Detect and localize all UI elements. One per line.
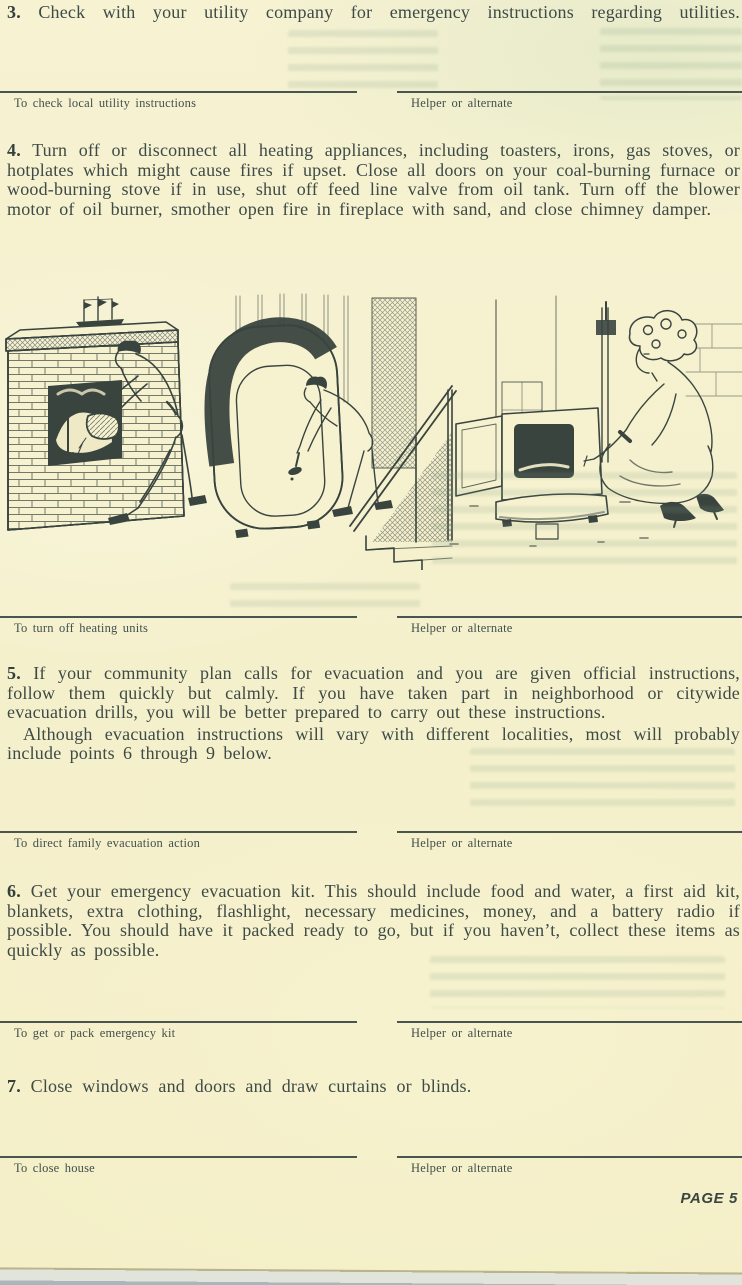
signature-row-utility — [0, 91, 742, 110]
paragraph-item-5-block — [0, 664, 742, 764]
fireplace-scene — [6, 297, 207, 530]
signature-line-left — [0, 616, 357, 635]
bleed-through-smudge — [600, 28, 742, 100]
heater-scene — [450, 296, 742, 546]
paragraph-item-4 — [0, 141, 742, 219]
paragraph-item-3 — [0, 3, 742, 23]
signature-caption: To get or pack emergency kit — [14, 1026, 176, 1040]
signature-line-left — [0, 1021, 357, 1040]
furnace-scene — [207, 294, 456, 570]
signature-caption: Helper or alternate — [411, 621, 513, 635]
item-number: 3. — [7, 2, 21, 22]
item-text: If your community plan calls for evacuation and you are given official instructions, follow them quickly but calmly. If you have taken part in neighborhood or citywide evacuation drills, you will be better prepared to carry out these instructions. — [7, 663, 741, 722]
signature-caption: Helper or alternate — [411, 1026, 513, 1040]
item-text: Check with your utility company for emergency instructions regarding utilities. — [38, 2, 740, 22]
item-number: 4. — [7, 140, 21, 160]
signature-line-right — [397, 91, 742, 110]
signature-row-kit — [0, 1021, 742, 1040]
bleed-through-smudge — [430, 956, 725, 1008]
scan-page-edge — [0, 1267, 742, 1285]
item-text: Get your emergency evacuation kit. This should include food and water, a first aid kit, blankets, extra clothing, flashlight, necessary medicines, money, and a battery radio if possible. You should have it packed ready to go, but if you haven’t, collect these items as quickly as possible. — [7, 881, 740, 960]
signature-row-evacuation — [0, 831, 742, 850]
heating-units-illustration — [0, 290, 742, 570]
signature-line-right — [397, 616, 742, 635]
signature-line-left — [0, 1156, 357, 1175]
paragraph-item-5 — [0, 664, 742, 723]
item-text: Turn off or disconnect all heating appliances, including toasters, irons, gas stoves, or hotplates which might cause fires if upset. Close all doors on your coal-burning furnace or wood-burning stove if in use, shut off feed line valve from oil tank. Turn off the blower motor of oil burner, smother open fire in fireplace with sand, and close chimney damper. — [7, 140, 740, 219]
item-number: 6. — [7, 881, 21, 901]
signature-caption: To direct family evacuation action — [14, 836, 201, 850]
signature-caption: To check local utility instructions — [14, 96, 197, 110]
signature-line-right — [397, 1156, 742, 1175]
item-number: 5. — [7, 663, 21, 683]
signature-row-house — [0, 1156, 742, 1175]
bleed-through-smudge — [230, 583, 420, 609]
paragraph-item-5-continued — [0, 725, 742, 764]
signature-caption: Helper or alternate — [411, 1161, 513, 1175]
signature-line-left — [0, 91, 357, 110]
item-text: Close windows and doors and draw curtains or blinds. — [30, 1076, 472, 1096]
bleed-through-smudge — [288, 30, 438, 92]
signature-caption: To close house — [14, 1161, 95, 1175]
item-number: 7. — [7, 1076, 21, 1096]
paragraph-item-7 — [0, 1077, 742, 1097]
item-text: Although evacuation instructions will vary with different localities, most will probably include points 6 through 9 below. — [7, 723, 740, 763]
signature-line-right — [397, 831, 742, 850]
signature-line-right — [397, 1021, 742, 1040]
signature-caption: Helper or alternate — [411, 96, 513, 110]
signature-row-heating — [0, 616, 742, 635]
paragraph-item-6 — [0, 882, 742, 960]
line-art-illustration — [0, 290, 742, 570]
page-number: PAGE 5 — [680, 1190, 738, 1207]
signature-caption: To turn off heating units — [14, 621, 149, 635]
signature-caption: Helper or alternate — [411, 836, 513, 850]
signature-line-left — [0, 831, 357, 850]
